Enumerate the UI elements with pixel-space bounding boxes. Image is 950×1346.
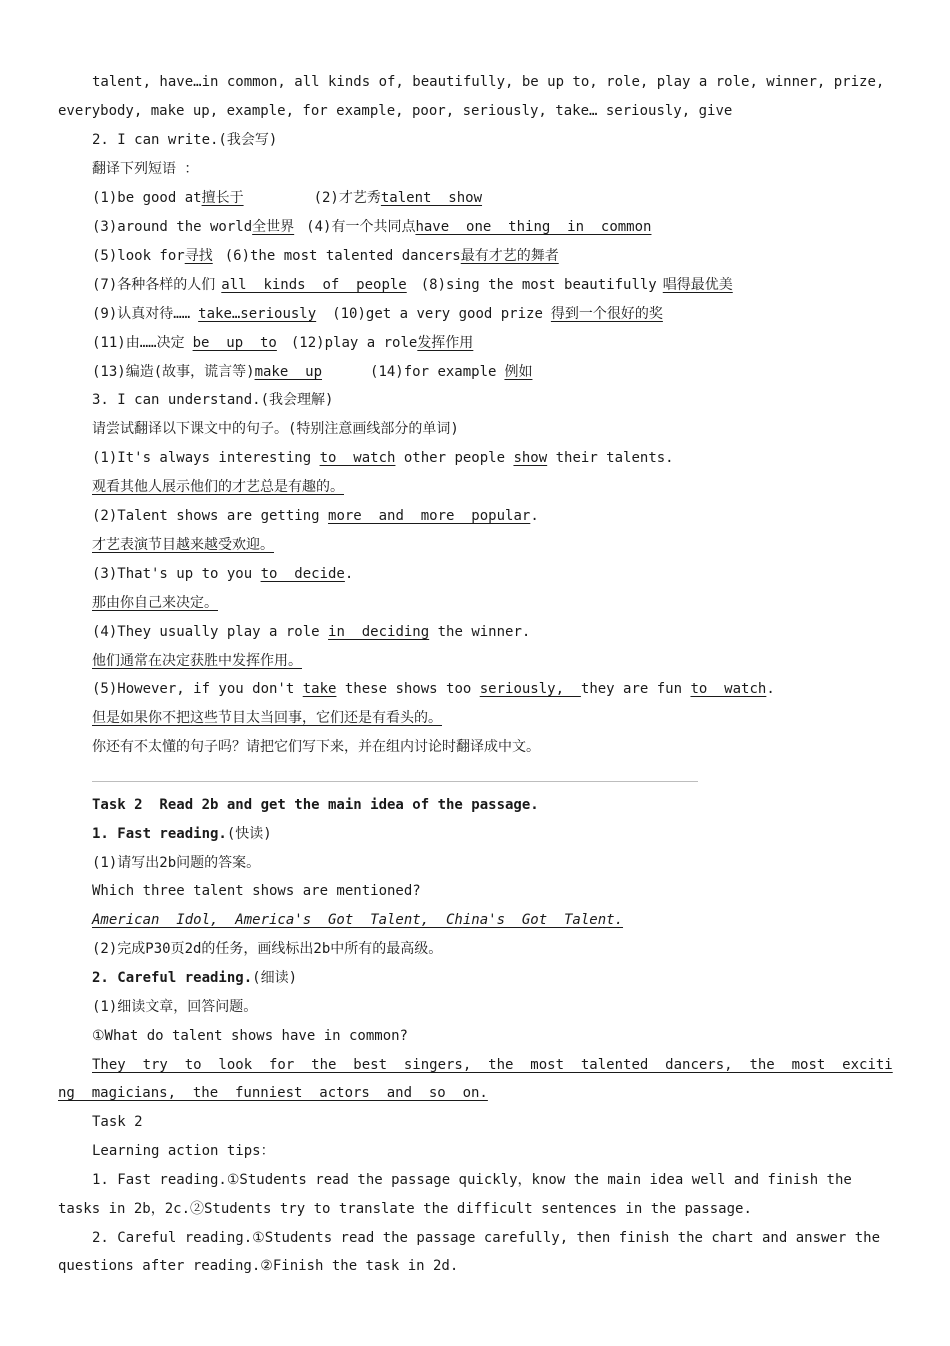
write-heading: 2. I can write.(我会写) (92, 132, 278, 148)
phrase-12-label: (12)play a role (290, 335, 418, 351)
sentence-text: (4)They usually play a role (92, 624, 329, 640)
tip-1-line-1: 1. Fast reading.①Students read the passage quickly，know the main idea well and finish the (92, 1172, 852, 1188)
sentence-underline: more and more popular (328, 508, 531, 524)
phrase-2-answer: talent show (380, 190, 483, 206)
phrase-row-5 (92, 304, 950, 324)
tips-label: Learning action tips： (92, 1143, 275, 1159)
fast-reading-q2: (2)完成P30页2d的任务，画线标出2b中所有的最高级。 (92, 941, 443, 957)
careful-reading-answer-2: ng magicians, the funniest actors and so on. (58, 1085, 488, 1101)
phrase-row-2 (92, 217, 950, 237)
sentence-4 (92, 622, 950, 642)
phrase-11-label: (11)由……决定 (92, 335, 185, 351)
sentence-text: . (766, 681, 775, 697)
phrase-6-label: (6)the most talented dancers (224, 248, 461, 264)
sentence-text: they are fun (580, 681, 691, 697)
tip-1-line-2: tasks in 2b，2c.②Students try to translate the difficult sentences in the passage. (58, 1201, 752, 1217)
careful-reading-cn: (细读) (252, 970, 298, 986)
phrase-11-answer: be up to (192, 335, 277, 351)
careful-reading-question: ①What do talent shows have in common? (92, 1028, 408, 1044)
sentence-5 (92, 679, 950, 699)
sentence-text: the winner. (429, 624, 531, 640)
fast-reading-q1: (1)请写出2b问题的答案。 (92, 855, 261, 871)
phrase-13-label: (13)编造(故事，谎言等) (92, 364, 255, 380)
sentence-underline: to watch (319, 450, 396, 466)
fast-reading-question: Which three talent shows are mentioned? (92, 883, 421, 899)
sentence-text: other people (395, 450, 514, 466)
sentence-1-translation: 观看其他人展示他们的才艺总是有趣的。 (92, 479, 344, 495)
phrase-row-1 (92, 188, 950, 208)
phrase-10-answer: 得到一个很好的奖 (550, 306, 663, 322)
phrase-5-answer: 寻找 (184, 248, 213, 264)
sentence-text: these shows too (336, 681, 480, 697)
tip-2-line-1: 2. Careful reading.①Students read the passage carefully, then finish the chart and answer the (92, 1230, 880, 1246)
phrase-8-answer: 唱得最优美 (662, 277, 733, 293)
answer-line (92, 781, 698, 782)
understand-note: 你还有不太懂的句子吗？请把它们写下来，并在组内讨论时翻译成中文。 (92, 739, 540, 755)
phrase-3-label: (3)around the world (92, 219, 253, 235)
fast-reading-cn: (快读) (226, 826, 272, 842)
vocab-line-1: talent, have…in common, all kinds of, beautifully, be up to, role, play a role, winner, prize, (92, 74, 885, 90)
task2-heading: Task 2 Read 2b and get the main idea of the passage. (92, 797, 539, 813)
sentence-4-translation: 他们通常在决定获胜中发挥作用。 (92, 653, 302, 669)
phrase-9-answer: take…seriously (198, 306, 317, 322)
sentence-text: . (530, 508, 539, 524)
sentence-underline: in deciding (328, 624, 430, 640)
understand-heading: 3. I can understand.(我会理解) (92, 392, 334, 408)
phrase-7-answer: all kinds of people (221, 277, 407, 293)
phrase-7-label: (7)各种各样的人们 (92, 277, 216, 293)
fast-reading-answer: American Idol, America's Got Talent, China's Got Talent. (92, 912, 624, 928)
sentence-1 (92, 448, 950, 468)
careful-reading-q1: (1)细读文章，回答问题。 (92, 999, 258, 1015)
sentence-underline: show (513, 450, 548, 466)
sentence-3-translation: 那由你自己来决定。 (92, 595, 218, 611)
phrase-5-label: (5)look for (92, 248, 185, 264)
sentence-text: (1)It's always interesting (92, 450, 320, 466)
phrase-14-answer: 例如 (504, 364, 533, 380)
phrase-13-answer: make up (254, 364, 323, 380)
sentence-text: their talents. (547, 450, 674, 466)
sentence-underline: to watch (690, 681, 767, 697)
fast-reading-title: 1. Fast reading. (92, 826, 227, 842)
sentence-text: (3)That's up to you (92, 566, 261, 582)
sentence-3 (92, 564, 950, 584)
sentence-underline: to decide (260, 566, 345, 582)
sentence-text: (2)Talent shows are getting (92, 508, 329, 524)
phrase-row-6 (92, 333, 950, 353)
phrase-6-answer: 最有才艺的舞者 (460, 248, 559, 264)
sentence-text: . (344, 566, 354, 582)
phrase-4-answer: have one thing in common (415, 219, 652, 235)
write-instruction: 翻译下列短语 ： (92, 161, 199, 177)
understand-instruction: 请尝试翻译以下课文中的句子。(特别注意画线部分的单词) (92, 421, 459, 437)
sentence-underline: seriously, (479, 681, 581, 697)
phrase-14-label: (14)for example (370, 364, 497, 380)
phrase-1-answer: 擅长于 (201, 190, 244, 206)
vocab-line-2: everybody, make up, example, for example, poor, seriously, take… seriously, give (58, 103, 733, 119)
sentence-2-translation: 才艺表演节目越来越受欢迎。 (92, 537, 274, 553)
phrase-8-label: (8)sing the most beautifully (420, 277, 657, 293)
phrase-row-4 (92, 275, 950, 295)
phrase-2-label: (2)才艺秀 (313, 190, 381, 206)
phrase-3-answer: 全世界 (252, 219, 295, 235)
careful-reading-answer-1: They try to look for the best singers, the most talented dancers, the most exciti (92, 1057, 893, 1073)
fast-reading-heading (92, 824, 950, 844)
phrase-12-answer: 发挥作用 (417, 335, 474, 351)
sentence-text: (5)However, if you don't (92, 681, 303, 697)
phrase-9-label: (9)认真对待…… (92, 306, 191, 322)
phrase-10-label: (10)get a very good prize (332, 306, 543, 322)
phrase-1-label: (1)be good at (92, 190, 202, 206)
careful-reading-heading (92, 968, 950, 988)
tip-2-line-2: questions after reading.②Finish the task in 2d. (58, 1258, 459, 1274)
tips-title: Task 2 (92, 1114, 143, 1130)
careful-reading-title: 2. Careful reading. (92, 970, 253, 986)
phrase-row-7 (92, 362, 950, 382)
sentence-2 (92, 506, 950, 526)
sentence-5-translation: 但是如果你不把这些节目太当回事，它们还是有看头的。 (92, 710, 442, 726)
phrase-4-label: (4)有一个共同点 (306, 219, 416, 235)
sentence-underline: take (302, 681, 337, 697)
phrase-row-3 (92, 246, 950, 266)
